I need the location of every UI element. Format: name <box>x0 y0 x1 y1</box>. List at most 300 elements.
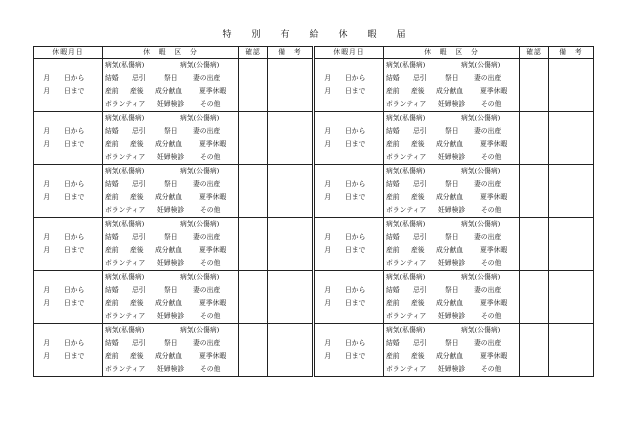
category-option[interactable]: 産後 <box>130 193 144 201</box>
category-cell[interactable] <box>103 59 239 112</box>
category-option[interactable]: 結婚 <box>105 127 119 135</box>
date-cell[interactable] <box>315 59 384 112</box>
category-line <box>384 231 519 244</box>
category-option[interactable]: 妻の出産 <box>193 74 221 82</box>
form-title <box>0 27 630 40</box>
category-option[interactable]: 成分献血 <box>155 352 183 360</box>
category-option[interactable]: 祭日 <box>445 74 459 82</box>
category-option[interactable]: 妻の出産 <box>474 233 502 241</box>
category-option[interactable]: 祭日 <box>164 180 178 188</box>
leave-entry-row <box>34 112 313 165</box>
category-line <box>103 138 238 151</box>
category-option[interactable]: ボランティア <box>105 365 146 373</box>
category-option[interactable]: 忌引 <box>132 339 146 347</box>
month-label: 月 <box>324 233 331 241</box>
date-cell[interactable] <box>315 218 384 271</box>
category-option[interactable]: 成分献血 <box>436 140 464 148</box>
category-option[interactable]: 夏季休暇 <box>199 352 227 360</box>
day-from-label: 日から <box>345 74 366 82</box>
category-option[interactable]: 忌引 <box>413 180 427 188</box>
category-option[interactable]: 産前 <box>105 87 119 95</box>
category-option[interactable]: 成分献血 <box>155 87 183 95</box>
category-option[interactable]: 病気(私傷病) <box>386 114 426 122</box>
category-option[interactable]: 産前 <box>105 352 119 360</box>
category-option[interactable]: 妻の出産 <box>474 127 502 135</box>
category-option[interactable]: 忌引 <box>413 233 427 241</box>
date-cell[interactable] <box>34 112 103 165</box>
category-line <box>103 350 238 363</box>
category-line <box>384 98 519 111</box>
category-option[interactable]: 妻の出産 <box>474 339 502 347</box>
date-cell[interactable] <box>315 165 384 218</box>
leave-entry-row <box>315 112 594 165</box>
category-option[interactable]: 病気(私傷病) <box>386 167 426 175</box>
category-line <box>103 363 238 376</box>
remarks-cell[interactable] <box>268 271 313 324</box>
category-option[interactable]: 結婚 <box>386 127 400 135</box>
category-option[interactable]: 祭日 <box>445 180 459 188</box>
category-option[interactable]: 産前 <box>386 299 400 307</box>
category-line <box>103 204 238 217</box>
leave-table-right <box>314 46 594 377</box>
category-option[interactable]: 産後 <box>130 352 144 360</box>
category-option[interactable]: 祭日 <box>164 286 178 294</box>
day-from-label: 日から <box>345 286 366 294</box>
date-to-line <box>34 244 102 257</box>
category-option[interactable]: その他 <box>481 206 502 214</box>
category-option[interactable]: 産前 <box>105 193 119 201</box>
category-option[interactable]: ボランティア <box>105 259 146 267</box>
category-option[interactable]: 病気(私傷病) <box>386 61 426 69</box>
category-option[interactable]: 成分献血 <box>155 193 183 201</box>
category-line <box>384 72 519 85</box>
category-line <box>103 112 238 125</box>
month-label: 月 <box>43 127 50 135</box>
remarks-cell[interactable] <box>268 218 313 271</box>
month-label: 月 <box>324 286 331 294</box>
date-from-line <box>315 72 383 85</box>
category-option[interactable]: 病気(公傷病) <box>180 114 220 122</box>
category-option[interactable]: 妊婦検診 <box>157 312 185 320</box>
date-to-line <box>315 350 383 363</box>
category-line <box>103 59 238 72</box>
category-line <box>103 165 238 178</box>
category-option[interactable]: ボランティア <box>386 153 427 161</box>
category-cell[interactable] <box>384 59 520 112</box>
category-cell[interactable] <box>384 165 520 218</box>
category-option[interactable]: ボランティア <box>386 100 427 108</box>
category-option[interactable]: 祭日 <box>164 233 178 241</box>
day-to-label: 日まで <box>64 140 85 148</box>
category-option[interactable]: 妊婦検診 <box>157 365 185 373</box>
category-option[interactable]: 産後 <box>411 299 425 307</box>
day-to-label: 日まで <box>345 299 366 307</box>
date-from-line <box>315 178 383 191</box>
category-line <box>103 85 238 98</box>
category-option[interactable]: 妊婦検診 <box>157 100 185 108</box>
confirm-cell[interactable] <box>520 112 549 165</box>
category-option[interactable]: ボランティア <box>386 365 427 373</box>
category-line <box>103 231 238 244</box>
month-label: 月 <box>43 352 50 360</box>
category-line <box>103 324 238 337</box>
category-option[interactable]: 夏季休暇 <box>199 299 227 307</box>
remarks-cell[interactable] <box>268 112 313 165</box>
category-option[interactable]: 妻の出産 <box>193 180 221 188</box>
confirm-cell[interactable] <box>239 112 268 165</box>
category-cell[interactable] <box>103 165 239 218</box>
category-option[interactable]: その他 <box>200 100 221 108</box>
category-option[interactable]: 夏季休暇 <box>199 140 227 148</box>
date-cell[interactable] <box>34 324 103 377</box>
category-line <box>384 204 519 217</box>
category-option[interactable]: 病気(公傷病) <box>461 114 501 122</box>
confirm-cell[interactable] <box>520 324 549 377</box>
category-option[interactable]: 忌引 <box>132 74 146 82</box>
category-cell[interactable] <box>103 324 239 377</box>
category-option[interactable]: 妊婦検診 <box>438 312 466 320</box>
date-cell[interactable] <box>34 59 103 112</box>
category-option[interactable]: 忌引 <box>132 286 146 294</box>
month-label: 月 <box>43 87 50 95</box>
month-label: 月 <box>324 193 331 201</box>
category-option[interactable]: 祭日 <box>445 339 459 347</box>
category-option[interactable]: 成分献血 <box>436 193 464 201</box>
category-option[interactable]: その他 <box>200 312 221 320</box>
category-option[interactable]: 忌引 <box>413 286 427 294</box>
category-option[interactable]: その他 <box>481 259 502 267</box>
category-option[interactable]: その他 <box>200 206 221 214</box>
category-cell[interactable] <box>103 218 239 271</box>
category-option[interactable]: 病気(私傷病) <box>105 114 145 122</box>
day-from-label: 日から <box>64 286 85 294</box>
category-option[interactable]: その他 <box>200 365 221 373</box>
date-cell[interactable] <box>34 218 103 271</box>
category-option[interactable]: 成分献血 <box>155 246 183 254</box>
category-option[interactable]: 産前 <box>386 352 400 360</box>
category-option[interactable]: 産後 <box>411 87 425 95</box>
category-option[interactable]: 病気(私傷病) <box>105 273 145 281</box>
date-to-line <box>315 138 383 151</box>
month-label: 月 <box>43 339 50 347</box>
category-option[interactable]: 夏季休暇 <box>199 193 227 201</box>
remarks-cell[interactable] <box>549 59 594 112</box>
category-option[interactable]: 結婚 <box>386 233 400 241</box>
category-option[interactable]: 病気(私傷病) <box>105 220 145 228</box>
category-line <box>384 350 519 363</box>
category-option[interactable]: 妊婦検診 <box>438 259 466 267</box>
category-option[interactable]: 病気(私傷病) <box>386 326 426 334</box>
day-to-label: 日まで <box>64 352 85 360</box>
title-char: 有 <box>280 30 292 40</box>
category-option[interactable]: 成分献血 <box>155 140 183 148</box>
category-option[interactable]: 病気(私傷病) <box>386 220 426 228</box>
category-line <box>103 72 238 85</box>
category-option[interactable]: 結婚 <box>105 233 119 241</box>
month-label: 月 <box>43 299 50 307</box>
date-to-line <box>315 85 383 98</box>
category-option[interactable]: 病気(公傷病) <box>180 326 220 334</box>
category-option[interactable]: 妻の出産 <box>474 286 502 294</box>
header-remarks: 備 考 <box>268 47 313 59</box>
category-option[interactable]: 病気(公傷病) <box>461 61 501 69</box>
remarks-cell[interactable] <box>549 324 594 377</box>
category-option[interactable]: 忌引 <box>413 127 427 135</box>
category-option[interactable]: 成分献血 <box>436 87 464 95</box>
confirm-cell[interactable] <box>239 165 268 218</box>
category-option[interactable]: ボランティア <box>105 153 146 161</box>
category-option[interactable]: 成分献血 <box>155 299 183 307</box>
category-option[interactable]: 成分献血 <box>436 352 464 360</box>
category-option[interactable]: 祭日 <box>164 74 178 82</box>
category-option[interactable]: 妻の出産 <box>193 286 221 294</box>
title-char: 休 <box>338 30 350 40</box>
confirm-cell[interactable] <box>239 59 268 112</box>
day-to-label: 日まで <box>345 352 366 360</box>
header-confirm: 確認 <box>239 47 268 59</box>
category-option[interactable]: 夏季休暇 <box>480 246 508 254</box>
date-cell[interactable] <box>315 271 384 324</box>
day-to-label: 日まで <box>345 140 366 148</box>
category-option[interactable]: 妻の出産 <box>193 233 221 241</box>
category-option[interactable]: 妊婦検診 <box>157 153 185 161</box>
category-option[interactable]: 結婚 <box>386 286 400 294</box>
category-line <box>384 112 519 125</box>
confirm-cell[interactable] <box>520 59 549 112</box>
category-cell[interactable] <box>384 324 520 377</box>
date-from-line <box>34 125 102 138</box>
category-option[interactable]: 夏季休暇 <box>199 246 227 254</box>
category-option[interactable]: 産前 <box>105 299 119 307</box>
category-option[interactable]: 夏季休暇 <box>480 193 508 201</box>
remarks-cell[interactable] <box>268 165 313 218</box>
category-line <box>384 85 519 98</box>
category-line <box>384 138 519 151</box>
leave-entry-row <box>34 59 313 112</box>
category-option[interactable]: 忌引 <box>413 339 427 347</box>
category-option[interactable]: 夏季休暇 <box>480 299 508 307</box>
category-option[interactable]: 産前 <box>386 193 400 201</box>
category-option[interactable]: 産前 <box>386 246 400 254</box>
day-from-label: 日から <box>64 233 85 241</box>
remarks-cell[interactable] <box>549 271 594 324</box>
category-option[interactable]: 妻の出産 <box>474 74 502 82</box>
month-label: 月 <box>43 140 50 148</box>
category-option[interactable]: 成分献血 <box>436 246 464 254</box>
category-option[interactable]: その他 <box>200 153 221 161</box>
category-option[interactable]: 結婚 <box>105 339 119 347</box>
date-from-line <box>34 72 102 85</box>
category-option[interactable]: 妻の出産 <box>193 127 221 135</box>
category-line <box>384 324 519 337</box>
date-from-line <box>315 231 383 244</box>
category-option[interactable]: 祭日 <box>445 233 459 241</box>
category-line <box>384 178 519 191</box>
remarks-cell[interactable] <box>549 165 594 218</box>
category-option[interactable]: 産後 <box>130 246 144 254</box>
date-to-line <box>34 350 102 363</box>
date-cell[interactable] <box>315 112 384 165</box>
category-option[interactable]: 夏季休暇 <box>480 87 508 95</box>
category-option[interactable]: 病気(公傷病) <box>461 220 501 228</box>
category-option[interactable]: 妊婦検診 <box>438 206 466 214</box>
category-line <box>384 297 519 310</box>
category-option[interactable]: 産後 <box>130 140 144 148</box>
title-char: 別 <box>251 30 263 40</box>
confirm-cell[interactable] <box>520 165 549 218</box>
category-line <box>384 125 519 138</box>
category-cell[interactable] <box>384 218 520 271</box>
category-option[interactable]: 成分献血 <box>436 299 464 307</box>
category-option[interactable]: 忌引 <box>132 127 146 135</box>
category-line <box>103 310 238 323</box>
category-option[interactable]: 結婚 <box>386 339 400 347</box>
category-option[interactable]: 産後 <box>411 193 425 201</box>
confirm-cell[interactable] <box>239 271 268 324</box>
category-option[interactable]: 病気(私傷病) <box>105 167 145 175</box>
header-category: 休 暇 区 分 <box>384 47 520 59</box>
category-option[interactable]: ボランティア <box>386 312 427 320</box>
category-option[interactable]: 妊婦検診 <box>438 100 466 108</box>
date-cell[interactable] <box>315 324 384 377</box>
category-option[interactable]: 結婚 <box>105 286 119 294</box>
confirm-cell[interactable] <box>239 218 268 271</box>
category-option[interactable]: その他 <box>481 153 502 161</box>
category-cell[interactable] <box>384 112 520 165</box>
confirm-cell[interactable] <box>520 271 549 324</box>
category-option[interactable]: ボランティア <box>386 206 427 214</box>
category-line <box>103 284 238 297</box>
category-option[interactable]: 祭日 <box>164 339 178 347</box>
category-option[interactable]: 産後 <box>411 246 425 254</box>
category-option[interactable]: 産後 <box>130 87 144 95</box>
remarks-cell[interactable] <box>549 112 594 165</box>
category-line <box>384 151 519 164</box>
category-option[interactable]: 妊婦検診 <box>157 259 185 267</box>
remarks-cell[interactable] <box>549 218 594 271</box>
category-option[interactable]: 妊婦検診 <box>157 206 185 214</box>
category-line <box>103 257 238 270</box>
month-label: 月 <box>43 74 50 82</box>
day-to-label: 日まで <box>64 87 85 95</box>
month-label: 月 <box>324 127 331 135</box>
category-option[interactable]: 祭日 <box>445 286 459 294</box>
category-option[interactable]: 祭日 <box>164 127 178 135</box>
category-option[interactable]: 産前 <box>386 140 400 148</box>
leave-entry-row <box>315 324 594 377</box>
category-cell[interactable] <box>103 112 239 165</box>
category-option[interactable]: 妻の出産 <box>193 339 221 347</box>
category-option[interactable]: 病気(公傷病) <box>180 220 220 228</box>
remarks-cell[interactable] <box>268 59 313 112</box>
date-to-line <box>34 138 102 151</box>
date-cell[interactable] <box>34 165 103 218</box>
category-line <box>103 151 238 164</box>
category-option[interactable]: ボランティア <box>105 100 146 108</box>
category-option[interactable]: 病気(公傷病) <box>461 273 501 281</box>
category-line <box>103 297 238 310</box>
category-option[interactable]: 夏季休暇 <box>480 352 508 360</box>
category-line <box>384 337 519 350</box>
day-from-label: 日から <box>345 180 366 188</box>
category-option[interactable]: 病気(公傷病) <box>461 167 501 175</box>
category-option[interactable]: 病気(公傷病) <box>180 61 220 69</box>
category-line <box>103 244 238 257</box>
day-from-label: 日から <box>345 233 366 241</box>
category-option[interactable]: 忌引 <box>132 180 146 188</box>
date-from-line <box>315 284 383 297</box>
category-option[interactable]: 結婚 <box>386 74 400 82</box>
category-option[interactable]: ボランティア <box>386 259 427 267</box>
category-option[interactable]: その他 <box>481 100 502 108</box>
day-from-label: 日から <box>64 339 85 347</box>
remarks-cell[interactable] <box>268 324 313 377</box>
category-option[interactable]: 病気(私傷病) <box>105 326 145 334</box>
category-option[interactable]: 妊婦検診 <box>438 153 466 161</box>
category-option[interactable]: 病気(公傷病) <box>180 273 220 281</box>
category-option[interactable]: 祭日 <box>445 127 459 135</box>
date-to-line <box>34 85 102 98</box>
category-line <box>384 165 519 178</box>
category-option[interactable]: 結婚 <box>105 180 119 188</box>
date-from-line <box>34 231 102 244</box>
category-line <box>384 59 519 72</box>
day-to-label: 日まで <box>345 87 366 95</box>
category-option[interactable]: その他 <box>200 259 221 267</box>
category-line <box>103 98 238 111</box>
category-option[interactable]: 妻の出産 <box>474 180 502 188</box>
category-option[interactable]: ボランティア <box>105 312 146 320</box>
header-remarks: 備 考 <box>549 47 594 59</box>
category-option[interactable]: ボランティア <box>105 206 146 214</box>
category-option[interactable]: 産後 <box>411 352 425 360</box>
title-char: 暇 <box>367 30 379 40</box>
date-cell[interactable] <box>34 271 103 324</box>
date-from-line <box>315 337 383 350</box>
category-option[interactable]: その他 <box>481 312 502 320</box>
category-cell[interactable] <box>384 271 520 324</box>
header-row <box>34 47 313 59</box>
day-to-label: 日まで <box>64 246 85 254</box>
category-line <box>384 191 519 204</box>
category-option[interactable]: その他 <box>481 365 502 373</box>
category-option[interactable]: 結婚 <box>105 74 119 82</box>
category-option[interactable]: 忌引 <box>132 233 146 241</box>
header-date: 休暇月日 <box>34 47 103 59</box>
category-option[interactable]: 夏季休暇 <box>199 87 227 95</box>
date-from-line <box>34 178 102 191</box>
category-option[interactable]: 産前 <box>105 246 119 254</box>
category-option[interactable]: 病気(公傷病) <box>180 167 220 175</box>
day-from-label: 日から <box>64 74 85 82</box>
category-option[interactable]: 忌引 <box>413 74 427 82</box>
category-option[interactable]: 産後 <box>411 140 425 148</box>
category-option[interactable]: 病気(私傷病) <box>386 273 426 281</box>
category-option[interactable]: 産前 <box>386 87 400 95</box>
category-option[interactable]: 夏季休暇 <box>480 140 508 148</box>
month-label: 月 <box>324 74 331 82</box>
category-option[interactable]: 産後 <box>130 299 144 307</box>
category-option[interactable]: 妊婦検診 <box>438 365 466 373</box>
category-option[interactable]: 病気(私傷病) <box>105 61 145 69</box>
category-cell[interactable] <box>103 271 239 324</box>
month-label: 月 <box>324 299 331 307</box>
category-option[interactable]: 病気(公傷病) <box>461 326 501 334</box>
confirm-cell[interactable] <box>520 218 549 271</box>
confirm-cell[interactable] <box>239 324 268 377</box>
category-option[interactable]: 産前 <box>105 140 119 148</box>
category-option[interactable]: 結婚 <box>386 180 400 188</box>
